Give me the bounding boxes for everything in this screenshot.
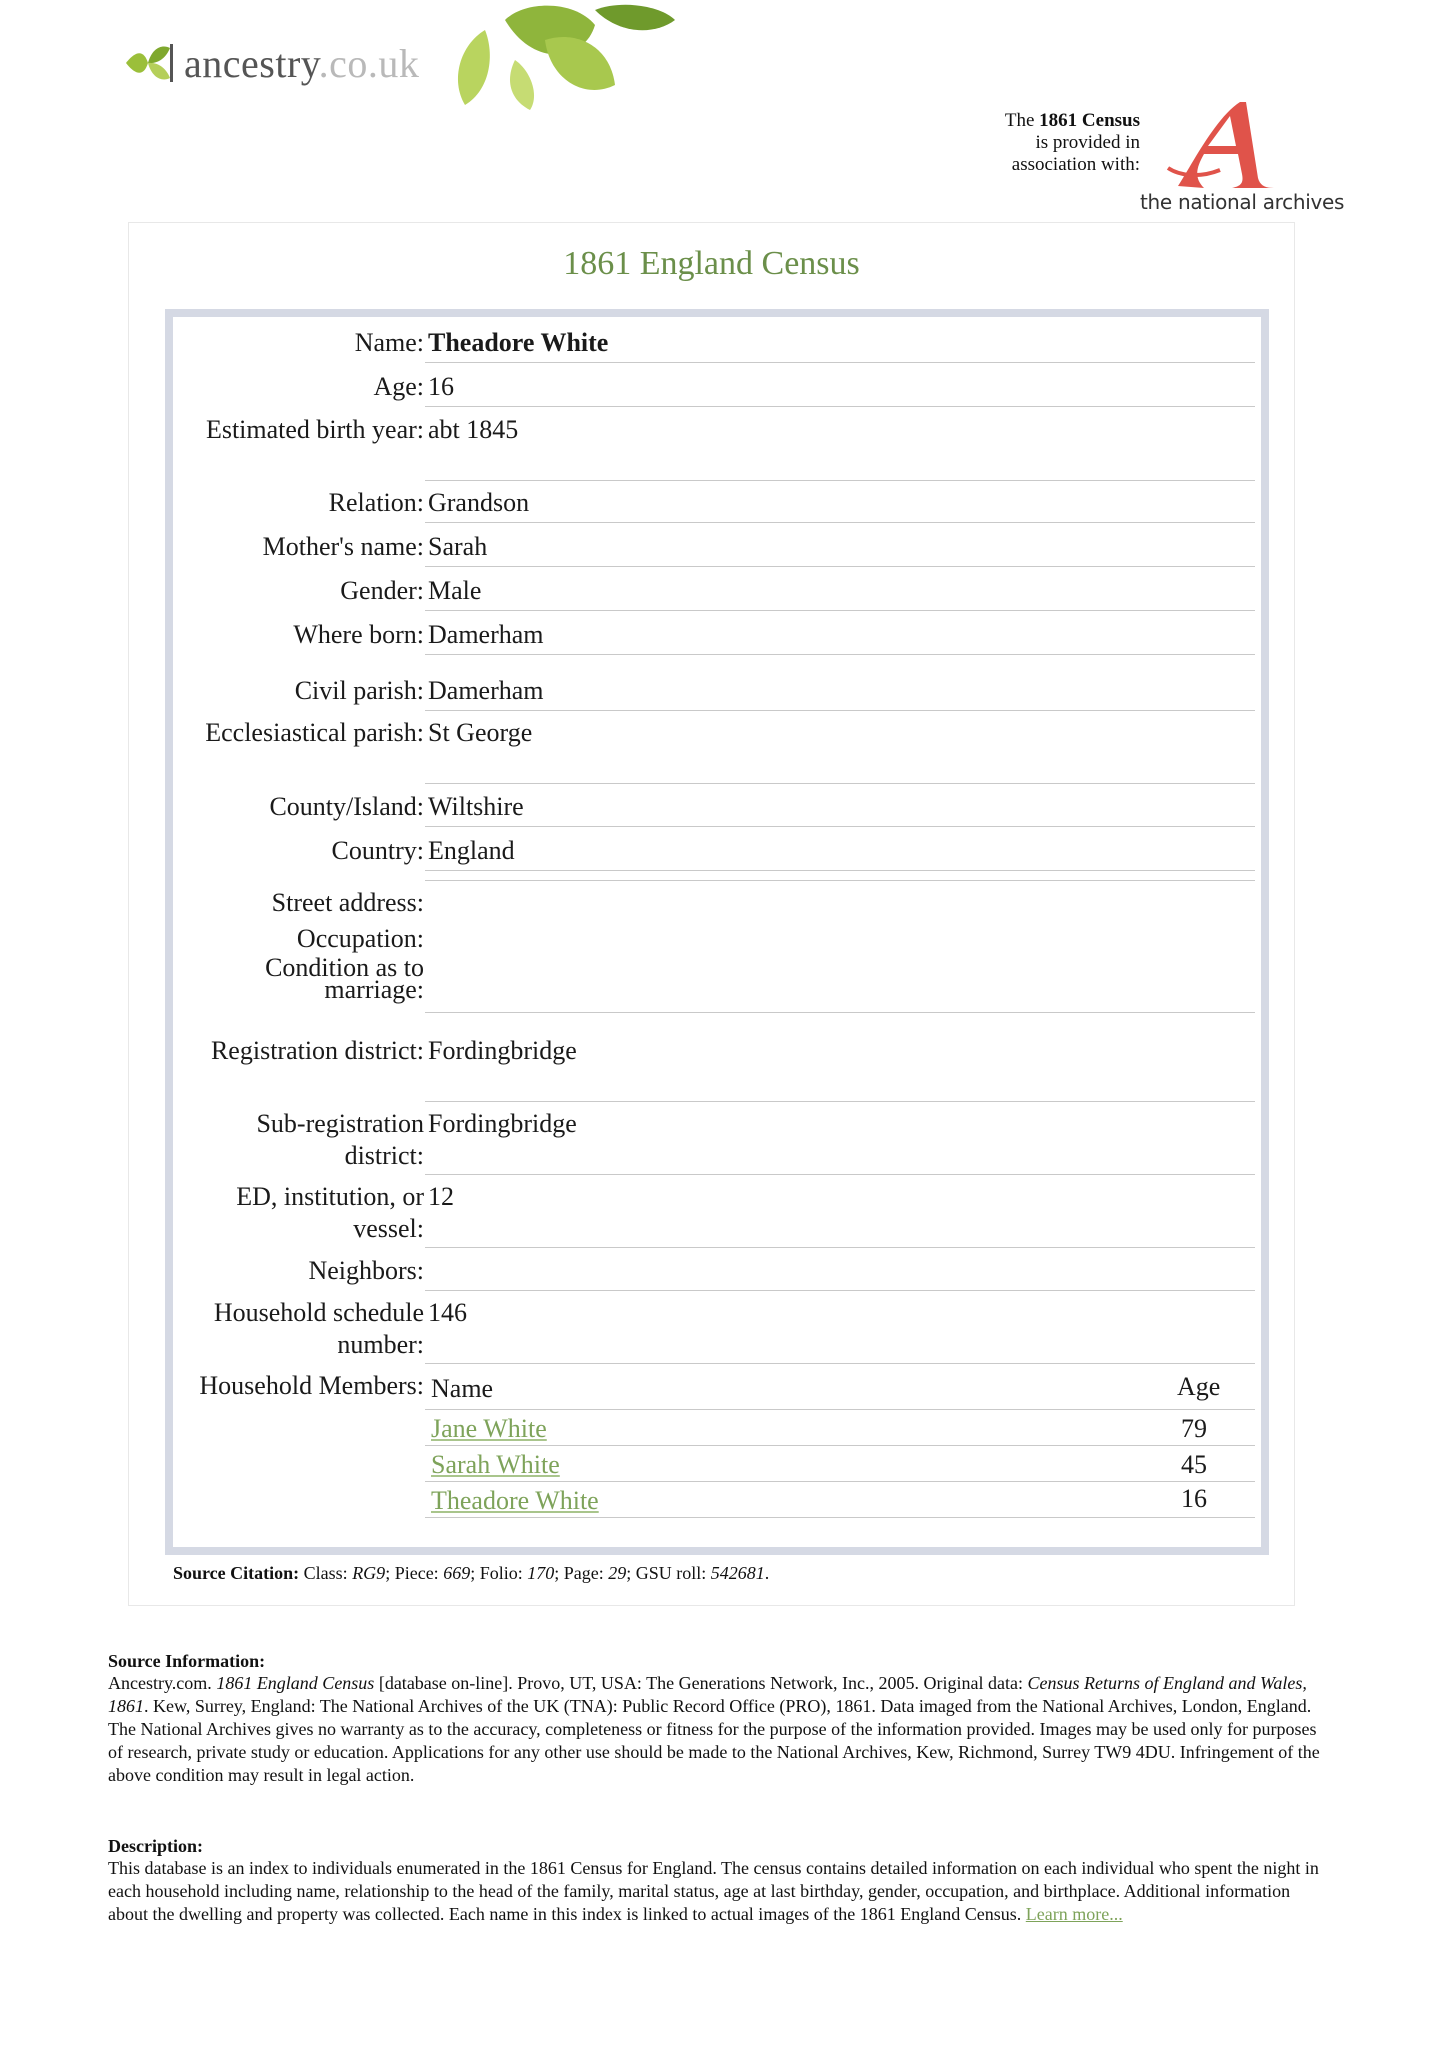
label-registration-district: Registration district: [210,1036,424,1065]
description-text: This database is an index to individuals enumerated in the 1861 Census for England. The census contains detailed information on each individual who spent the night in each household including name, relationship to the head of the family, marital status, age at last birthday, gender, occupation, and birthplace. Additional information about the dwelling and property was collected. Each name in this index is linked to actual images of the 1861 England Census. Learn more... [108,1858,1319,1924]
value-gender: Male [428,576,482,605]
record-panel [165,309,1269,1555]
citation-gsu-roll: 542681 [710,1563,765,1583]
divider [425,406,1255,407]
divider [425,480,1255,481]
source-information [108,1650,1333,1787]
label-household-members: Household Members: [199,1371,424,1400]
value-registration-district: Fordingbridge [428,1036,577,1065]
source-citation: Source Citation: Class: RG9; Piece: 669; Folio: 170; Page: 29; GSU roll: 542681. [173,1563,770,1583]
divider [425,654,1255,655]
description [108,1835,1333,1926]
citation-folio: 170 [527,1563,555,1583]
value-name: Theadore White [428,328,609,357]
value-ed: 12 [428,1182,454,1211]
source-information-heading: Source Information: [108,1651,266,1671]
divider [425,1012,1255,1013]
association-note: The 1861 Census is provided in association with: [1004,110,1140,175]
divider [425,1290,1255,1291]
divider [425,826,1255,827]
leaf-logo-icon [122,38,178,88]
divider [425,610,1255,611]
divider [425,1409,1255,1410]
record-title: 1861 England Census [563,245,860,282]
divider [425,783,1255,784]
decorative-leaves-icon [445,0,690,110]
value-where-born: Damerham [428,620,544,649]
learn-more-link[interactable]: Learn more... [1025,1904,1123,1924]
household-member-age: 16 [1181,1484,1207,1513]
divider [425,1445,1255,1446]
source-information-text: Ancestry.com. 1861 England Census [database on-line]. Provo, UT, USA: The Generations Network, Inc., 2005. Original data: Census Returns of England and Wales, 1861. Kew, Surrey, England: The National Archives of the UK (TNA): Public Record Office (PRO), 1861. Data imaged from the National Archives, London, England. The National Archives gives no warranty as to the accuracy, completeness or fitness for the purpose of the information provided. Images may be used only for purposes of research, private study or education. Applications for any other use should be made to the National Archives, Kew, Richmond, Surrey TW9 4DU. Infringement of the above condition may result in legal action. [108,1673,1320,1785]
label-county: County/Island: [269,792,424,821]
value-mothers-name: Sarah [428,532,488,561]
label-mothers-name: Mother's name: [262,532,424,561]
value-birth-year: abt 1845 [428,415,519,444]
label-age: Age: [373,372,424,401]
divider [425,522,1255,523]
label-street-address: Street address: [271,888,424,917]
household-member-age: 79 [1181,1414,1207,1443]
divider [425,1247,1255,1248]
label-civil-parish: Civil parish: [294,676,424,705]
national-archives-a-logo-icon [1160,98,1290,190]
household-member-age: 45 [1181,1450,1207,1479]
value-ecclesiastical-parish: St George [428,718,533,747]
divider [425,1101,1255,1102]
value-country: England [428,836,515,865]
value-civil-parish: Damerham [428,676,544,705]
household-member-link[interactable]: Jane White [431,1414,547,1443]
divider [425,870,1255,871]
value-age: 16 [428,372,454,401]
citation-piece: 669 [443,1563,471,1583]
logo-tld: .co.uk [318,40,420,86]
divider [425,880,1255,881]
value-relation: Grandson [428,488,530,517]
household-column-age: Age [1177,1372,1221,1401]
divider [425,1363,1255,1364]
label-where-born: Where born: [293,620,424,649]
record-card [128,222,1295,1606]
label-schedule-number: Household schedule number: [213,1298,424,1359]
ancestry-logo[interactable] [122,38,419,88]
divider [425,1517,1255,1518]
label-neighbors: Neighbors: [308,1256,424,1285]
label-ecclesiastical-parish: Ecclesiastical parish: [205,718,424,747]
label-ed: ED, institution, or vessel: [236,1182,424,1243]
value-schedule-number: 146 [428,1298,467,1327]
description-heading: Description: [108,1836,203,1856]
divider [425,362,1255,363]
label-gender: Gender: [340,576,424,605]
divider [425,710,1255,711]
label-marital-condition: Condition as to marriage: [265,953,424,1004]
label-occupation: Occupation: [296,924,424,953]
label-name: Name: [354,328,424,357]
value-sub-registration-district: Fordingbridge [428,1109,577,1138]
divider [425,1174,1255,1175]
divider [425,566,1255,567]
national-archives-label: the national archives [1140,190,1345,214]
citation-page: 29 [608,1563,627,1583]
logo-text: ancestry [184,40,319,86]
census-name: 1861 Census [1039,110,1140,131]
household-member-link[interactable]: Theadore White [431,1486,599,1515]
label-birth-year: Estimated birth year: [205,415,424,444]
household-column-name: Name [431,1374,494,1403]
divider [425,1481,1255,1482]
label-country: Country: [331,836,424,865]
value-county: Wiltshire [428,792,524,821]
household-member-link[interactable]: Sarah White [431,1450,560,1479]
citation-class: RG9 [352,1563,386,1583]
label-sub-registration-district: Sub-registration district: [256,1109,424,1170]
label-relation: Relation: [328,488,424,517]
